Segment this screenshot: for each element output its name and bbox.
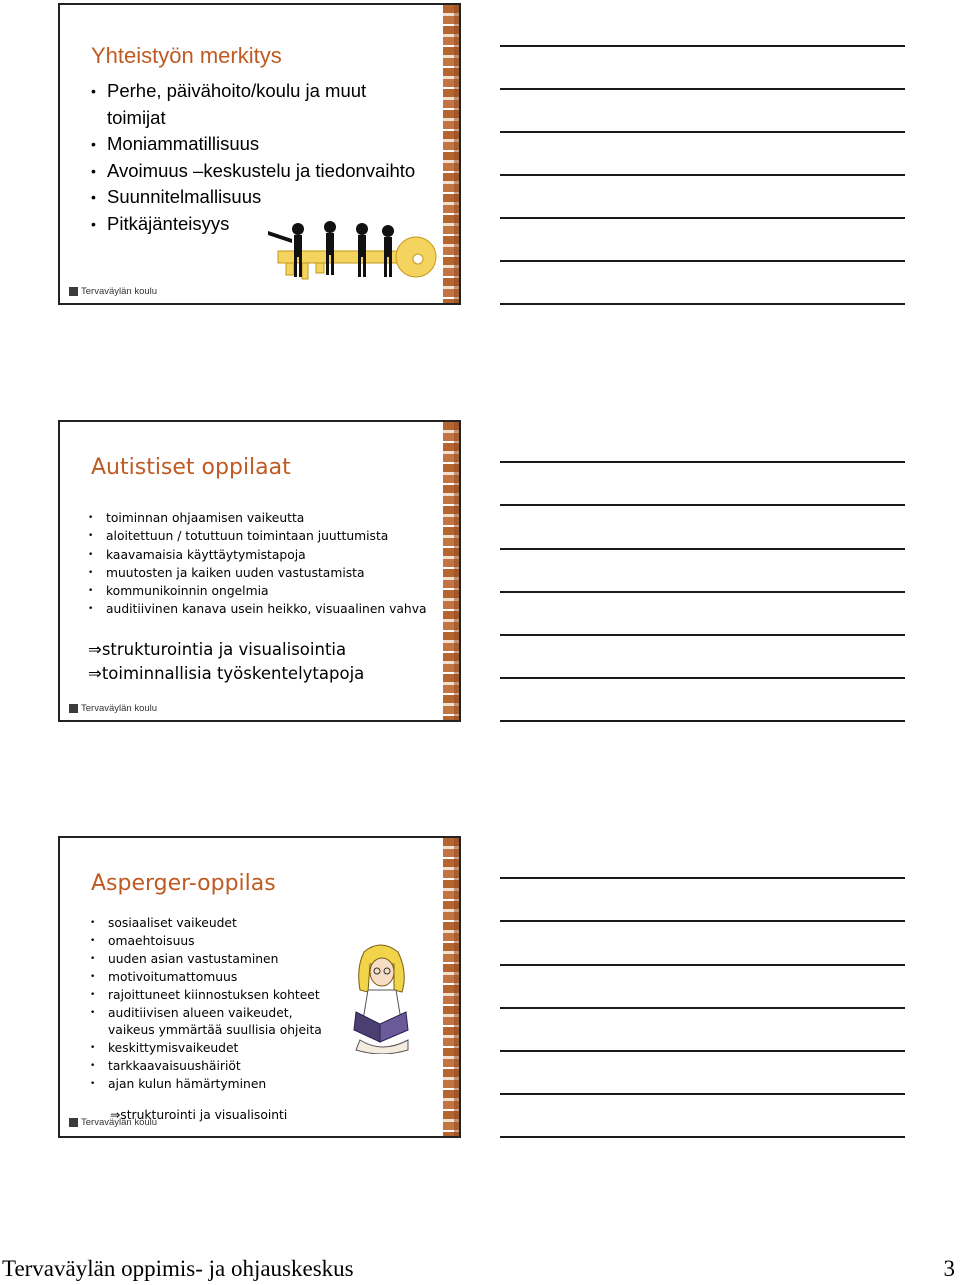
slide-border-stripe bbox=[443, 422, 459, 720]
bullet-list bbox=[88, 509, 433, 619]
page-number: 3 bbox=[943, 1256, 955, 1281]
list-item: • aloitettuun / totuttuun toimintaan juuttumista bbox=[88, 527, 433, 545]
note-line bbox=[500, 45, 905, 47]
note-line bbox=[500, 634, 905, 636]
logo-mark-icon bbox=[69, 704, 78, 713]
conclusion-line: ⇒toiminnallisia työskentelytapoja bbox=[88, 664, 365, 683]
list-item: • kommunikoinnin ongelmia bbox=[88, 582, 433, 600]
note-line bbox=[500, 303, 905, 305]
footer-organization: Tervaväylän oppimis- ja ohjauskeskus bbox=[2, 1256, 354, 1281]
list-item: • Moniammatillisuus bbox=[91, 131, 421, 158]
note-line bbox=[500, 1136, 905, 1138]
slide-title: Asperger-oppilas bbox=[91, 871, 276, 896]
list-item: • toiminnan ohjaamisen vaikeutta bbox=[88, 509, 433, 527]
list-item: • Perhe, päivähoito/koulu ja muut toimijat bbox=[91, 78, 421, 131]
note-line bbox=[500, 720, 905, 722]
slide-yhteistyon-merkitys bbox=[58, 3, 461, 305]
list-item: • uuden asian vastustaminen bbox=[90, 951, 360, 969]
people-carrying-key-illustration bbox=[266, 217, 446, 295]
conclusion-line: ⇒strukturointia ja visualisointia bbox=[88, 640, 347, 659]
list-item: • muutosten ja kaiken uuden vastustamista bbox=[88, 564, 433, 582]
list-item-continuation: vaikeus ymmärtää suullisia ohjeita bbox=[108, 1023, 322, 1038]
list-item: • ajan kulun hämärtyminen bbox=[90, 1076, 360, 1094]
conclusion-line: ⇒strukturointi ja visualisointi bbox=[110, 1108, 288, 1122]
list-item: • kaavamaisia käyttäytymistapoja bbox=[88, 546, 433, 564]
note-line bbox=[500, 548, 905, 550]
note-line bbox=[500, 964, 905, 966]
bullet-list bbox=[91, 78, 421, 237]
list-item-text: auditiivisen alueen vaikeudet, bbox=[108, 1005, 293, 1020]
note-line bbox=[500, 174, 905, 176]
school-logo bbox=[69, 703, 157, 714]
list-item: • rajoittuneet kiinnostuksen kohteet bbox=[90, 987, 360, 1005]
note-line bbox=[500, 1007, 905, 1009]
note-line bbox=[500, 1050, 905, 1052]
bullet-list bbox=[90, 915, 360, 1094]
list-item: • Suunnitelmallisuus bbox=[91, 184, 421, 211]
list-item bbox=[90, 1005, 360, 1041]
note-line bbox=[500, 877, 905, 879]
logo-mark-icon bbox=[69, 1118, 78, 1127]
slide-asperger-oppilas bbox=[58, 836, 461, 1138]
school-logo bbox=[69, 286, 157, 297]
list-item: • tarkkaavaisuushäiriöt bbox=[90, 1058, 360, 1076]
note-line bbox=[500, 504, 905, 506]
note-line bbox=[500, 217, 905, 219]
slide-autistiset-oppilaat bbox=[58, 420, 461, 722]
slide-title: Yhteistyön merkitys bbox=[91, 43, 282, 68]
slide-border-stripe bbox=[443, 838, 459, 1136]
list-item: • omaehtoisuus bbox=[90, 933, 360, 951]
school-logo bbox=[69, 1117, 157, 1128]
note-line bbox=[500, 461, 905, 463]
list-item: • auditiivinen kanava usein heikko, visuaalinen vahva bbox=[88, 600, 433, 618]
list-item: • sosiaaliset vaikeudet bbox=[90, 915, 360, 933]
logo-text: Tervaväylän koulu bbox=[81, 286, 158, 297]
note-line bbox=[500, 1093, 905, 1095]
list-item: • keskittymisvaikeudet bbox=[90, 1040, 360, 1058]
note-line bbox=[500, 131, 905, 133]
logo-text: Tervaväylän koulu bbox=[81, 1117, 158, 1128]
note-line bbox=[500, 677, 905, 679]
list-item: • motivoitumattomuus bbox=[90, 969, 360, 987]
list-item: • Pitkäjänteisyys bbox=[91, 211, 421, 238]
logo-text: Tervaväylän koulu bbox=[81, 703, 158, 714]
note-line bbox=[500, 920, 905, 922]
logo-mark-icon bbox=[69, 287, 78, 296]
girl-reading-illustration bbox=[350, 942, 414, 1054]
slide-title: Autistiset oppilaat bbox=[91, 455, 291, 480]
note-line bbox=[500, 260, 905, 262]
list-item: • Avoimuus –keskustelu ja tiedonvaihto bbox=[91, 158, 421, 185]
note-line bbox=[500, 88, 905, 90]
note-line bbox=[500, 591, 905, 593]
